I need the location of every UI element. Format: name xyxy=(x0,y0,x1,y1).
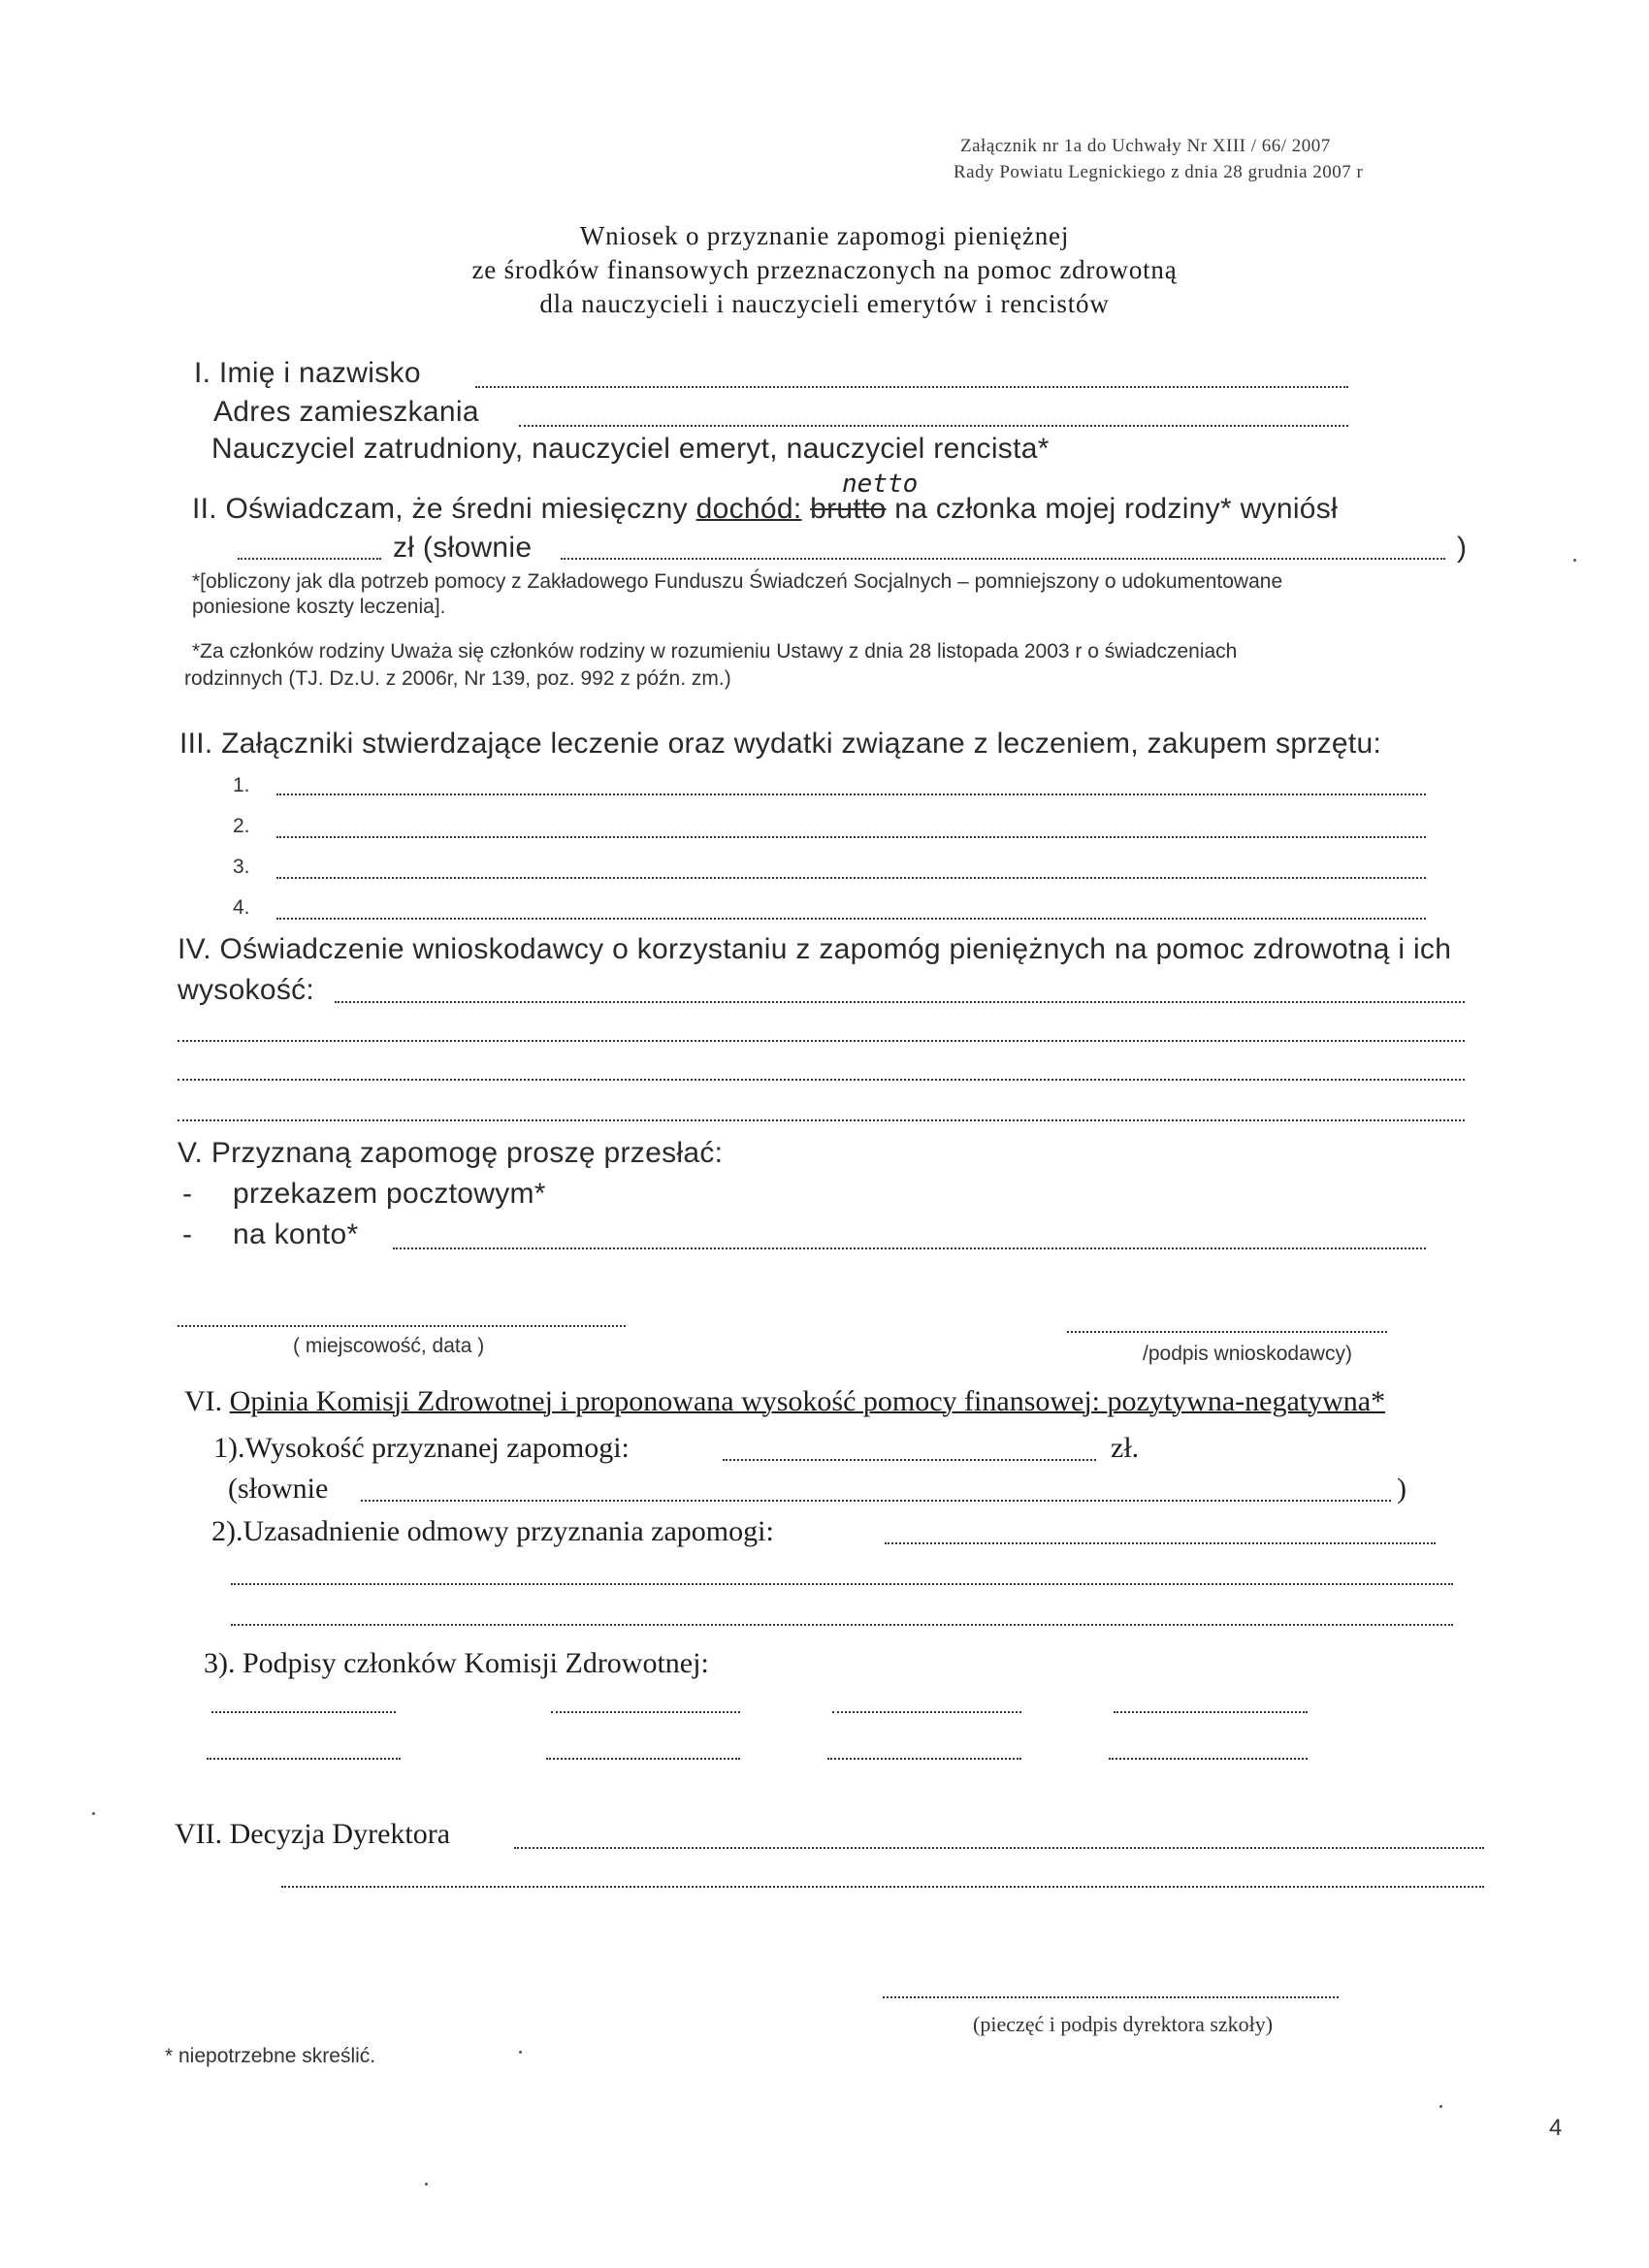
applicant-signature-caption: /podpis wnioskodawcy) xyxy=(1143,1343,1352,1365)
scan-speck xyxy=(519,2051,522,2054)
place-date-caption: ( miejscowość, data ) xyxy=(293,1335,485,1357)
teacher-status-options: Nauczyciel zatrudniony, nauczyciel emeryt, nauczyciel rencista* xyxy=(211,433,1050,465)
form-title-line3: dla nauczycieli i nauczycieli emerytów i rencistów xyxy=(539,289,1110,318)
form-title-line1: Wniosek o przyznanie zapomogi pieniężnej xyxy=(579,221,1070,250)
refusal-reason-field-1[interactable] xyxy=(885,1542,1436,1544)
granted-amount-close-paren: ) xyxy=(1397,1473,1406,1505)
struck-brutto: brutto xyxy=(810,493,887,525)
commission-signature-3a[interactable] xyxy=(832,1711,1021,1713)
granted-amount-field[interactable] xyxy=(723,1459,1096,1461)
director-stamp-field[interactable] xyxy=(883,1996,1339,1998)
income-amount-field[interactable] xyxy=(238,558,381,560)
place-date-field[interactable] xyxy=(178,1325,626,1327)
director-decision-field-1[interactable] xyxy=(514,1847,1484,1849)
commission-opinion-label: Opinia Komisji Zdrowotnej i proponowana wysokość pomocy finansowej: pozytywna-negatywna* xyxy=(229,1385,1386,1417)
income-amount-suffix: zł (słownie xyxy=(393,532,533,564)
page-number: 4 xyxy=(1549,2115,1563,2141)
address-field[interactable] xyxy=(519,425,1348,427)
director-decision-label: VII. Decyzja Dyrektora xyxy=(175,1818,451,1850)
benefits-field-1[interactable] xyxy=(335,1001,1465,1003)
commission-opinion-line xyxy=(184,1385,1385,1418)
commission-signature-2b[interactable] xyxy=(546,1758,740,1760)
attachment-number-2: 2. xyxy=(233,815,250,837)
attachment-number-3: 3. xyxy=(233,856,250,878)
attachment-number-1: 1. xyxy=(233,774,250,796)
income-statement-suffix: na członka mojej rodziny* wyniósł xyxy=(894,493,1339,525)
refusal-reason-field-2[interactable] xyxy=(231,1583,1453,1585)
attachment-field-4[interactable] xyxy=(276,918,1426,920)
bank-transfer-dash: - xyxy=(182,1218,193,1250)
refusal-reason-field-3[interactable] xyxy=(231,1624,1453,1626)
income-statement-line xyxy=(192,493,1338,526)
attachment-field-2[interactable] xyxy=(276,836,1426,838)
benefits-statement-line2: wysokość: xyxy=(178,974,315,1006)
postal-order-dash: - xyxy=(182,1178,193,1210)
commission-signature-4a[interactable] xyxy=(1114,1711,1308,1713)
postal-order-option: przekazem pocztowym* xyxy=(233,1178,546,1210)
header-reference-line2: Rady Powiatu Legnickiego z dnia 28 grudnia 2007 r xyxy=(954,162,1364,182)
commission-opinion-prefix: VI. xyxy=(184,1385,223,1417)
income-footnote-line1: *[obliczony jak dla potrzeb pomocy z Zakładowego Funduszu Świadczeń Socjalnych – pomniejszony o udokumentowane xyxy=(192,570,1283,593)
footnote-strike-out: * niepotrzebne skreślić. xyxy=(165,2045,376,2067)
commission-signature-2a[interactable] xyxy=(551,1711,740,1713)
granted-amount-label: 1).Wysokość przyznanej zapomogi: xyxy=(213,1432,630,1464)
scan-speck xyxy=(1573,559,1576,562)
granted-amount-words-label: (słownie xyxy=(228,1473,329,1505)
name-label: I. Imię i nazwisko xyxy=(194,357,421,389)
commission-signatures-label: 3). Podpisy członków Komisji Zdrowotnej: xyxy=(204,1647,709,1679)
payment-method-label: V. Przyznaną zapomogę proszę przesłać: xyxy=(178,1137,724,1169)
attachment-number-4: 4. xyxy=(233,896,250,919)
director-stamp-caption: (pieczęć i podpis dyrektora szkoły) xyxy=(973,2012,1274,2036)
family-footnote-line2: rodzinnych (TJ. Dz.U. z 2006r, Nr 139, poz. 992 z późn. zm.) xyxy=(184,667,731,690)
benefits-field-3[interactable] xyxy=(178,1079,1465,1081)
refusal-reason-label: 2).Uzasadnienie odmowy przyznania zapomogi: xyxy=(211,1515,774,1547)
bank-account-field[interactable] xyxy=(393,1247,1426,1249)
name-field[interactable] xyxy=(475,386,1348,388)
benefits-field-4[interactable] xyxy=(178,1119,1465,1121)
commission-signature-1b[interactable] xyxy=(207,1758,401,1760)
header-reference-line1: Załącznik nr 1a do Uchwały Nr XIII / 66/ 2007 xyxy=(960,136,1331,156)
handwritten-netto: netto xyxy=(842,470,919,499)
bank-transfer-option: na konto* xyxy=(233,1218,359,1250)
benefits-field-2[interactable] xyxy=(178,1040,1465,1042)
attachment-field-1[interactable] xyxy=(276,794,1426,795)
form-title-line2: ze środków finansowych przeznaczonych na pomoc zdrowotną xyxy=(471,255,1178,284)
director-decision-field-2[interactable] xyxy=(281,1886,1484,1888)
address-label: Adres zamieszkania xyxy=(213,396,479,428)
commission-signature-1a[interactable] xyxy=(211,1711,396,1713)
applicant-signature-field[interactable] xyxy=(1067,1331,1387,1333)
income-word: dochód: xyxy=(695,493,802,525)
granted-amount-words-field[interactable] xyxy=(361,1500,1391,1502)
attachments-label: III. Załączniki stwierdzające leczenie oraz wydatki związane z leczeniem, zakupem sprzętu: xyxy=(179,728,1382,760)
commission-signature-4b[interactable] xyxy=(1109,1758,1308,1760)
scan-speck xyxy=(425,2183,428,2186)
scan-speck xyxy=(92,1812,95,1815)
attachment-field-3[interactable] xyxy=(276,877,1426,879)
family-footnote-line1: *Za członków rodziny Uważa się członków rodziny w rozumieniu Ustawy z dnia 28 listopada 2003 r o świadczeniach xyxy=(192,640,1238,663)
granted-amount-unit: zł. xyxy=(1111,1432,1140,1464)
scan-speck xyxy=(1439,2105,1442,2108)
income-statement-prefix: II. Oświadczam, że średni miesięczny xyxy=(192,493,688,525)
commission-signature-3b[interactable] xyxy=(827,1758,1021,1760)
income-close-paren: ) xyxy=(1457,532,1468,564)
income-words-field[interactable] xyxy=(561,558,1445,560)
income-footnote-line2: poniesione koszty leczenia]. xyxy=(192,596,446,618)
benefits-statement-line1: IV. Oświadczenie wnioskodawcy o korzystaniu z zapomóg pieniężnych na pomoc zdrowotną i ich xyxy=(178,933,1452,965)
